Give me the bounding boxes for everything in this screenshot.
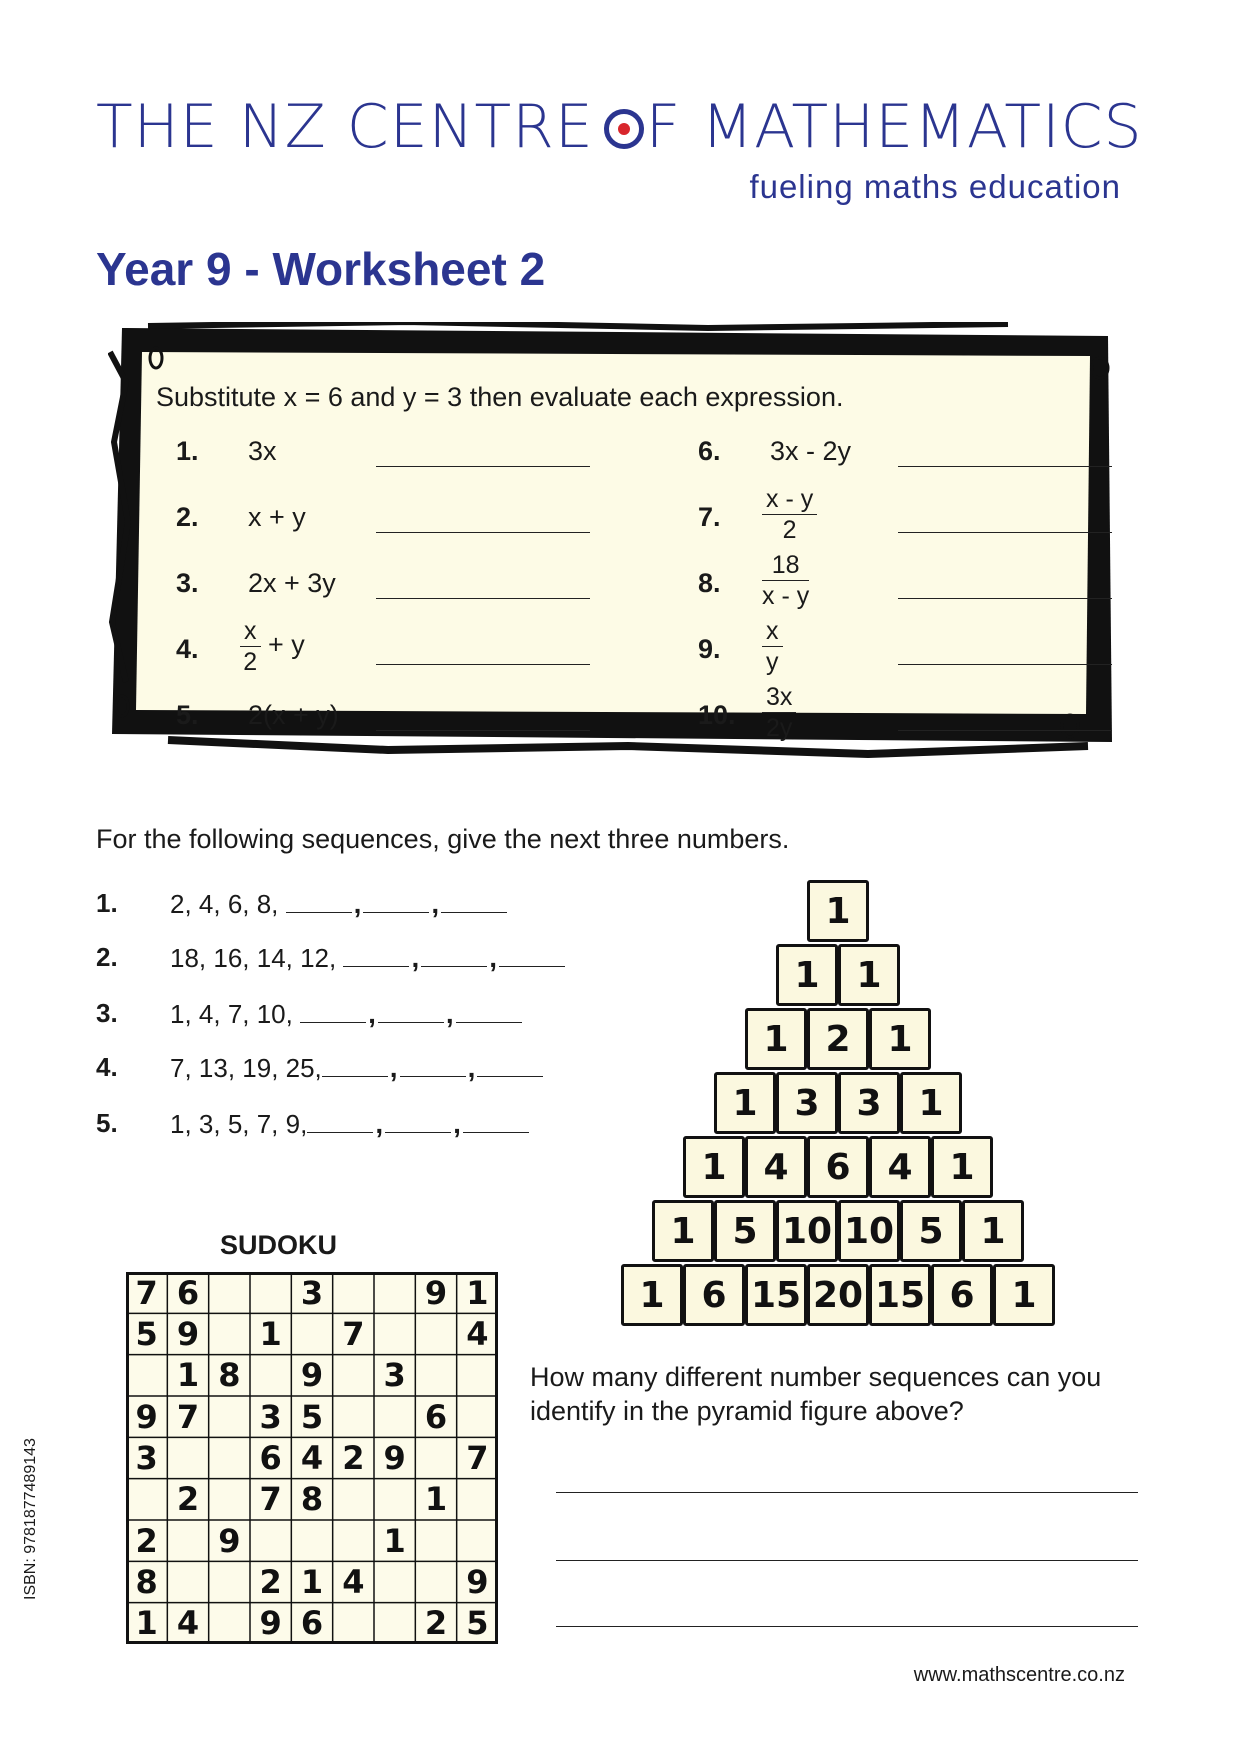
pyramid-brick: 3 (838, 1072, 900, 1134)
sudoku-given-cell: 1 (424, 1480, 448, 1519)
fraction: $\frac{x}{y}$ (762, 616, 783, 677)
sequence-number: 5. (96, 1108, 118, 1138)
sudoku-empty-cell[interactable] (167, 1520, 208, 1561)
pyramid-brick: 1 (931, 1136, 993, 1198)
sudoku-given-cell: 4 (466, 1314, 489, 1353)
sudoku-given-cell: 6 (259, 1438, 282, 1477)
question-expression: 2(x + y) (248, 700, 339, 730)
sudoku-empty-cell[interactable] (457, 1355, 498, 1396)
answer-line[interactable] (898, 598, 1112, 599)
answer-blank[interactable] (343, 946, 409, 967)
pyramid-brick: 10 (838, 1200, 900, 1262)
sudoku-empty-cell[interactable] (333, 1520, 374, 1561)
answer-blank[interactable] (385, 1112, 451, 1133)
pascal-pyramid (600, 880, 1050, 1340)
sudoku-empty-cell[interactable] (415, 1520, 456, 1561)
answer-line[interactable] (898, 466, 1112, 467)
question-expression: 2x + 3y (248, 568, 336, 598)
substitution-instruction: Substitute x = 6 and y = 3 then evaluate each expression. (156, 382, 844, 412)
sudoku-given-cell: 7 (342, 1314, 365, 1353)
question-number: 1. (176, 436, 199, 466)
answer-line[interactable] (898, 664, 1112, 665)
sequence-terms: 18, 16, 14, 12, , , (170, 942, 565, 974)
question-number: 7. (698, 502, 721, 532)
pyramid-brick: 1 (621, 1264, 683, 1326)
sudoku-given-cell: 3 (383, 1356, 406, 1395)
sudoku-given-cell: 3 (300, 1273, 324, 1312)
sudoku-given-cell: 9 (218, 1521, 241, 1560)
sudoku-empty-cell[interactable] (457, 1479, 498, 1520)
sudoku-given-cell: 8 (218, 1356, 241, 1395)
pyramid-brick: 6 (683, 1264, 745, 1326)
sequence-number: 1. (96, 888, 118, 918)
answer-blank[interactable] (441, 892, 507, 913)
question-number: 10. (698, 700, 736, 730)
pyramid-brick: 15 (869, 1264, 931, 1326)
answer-blank[interactable] (307, 1112, 373, 1133)
sudoku-given-cell: 9 (466, 1562, 489, 1601)
sudoku-empty-cell[interactable] (415, 1437, 456, 1478)
question-number: 9. (698, 634, 721, 664)
tagline: fueling maths education (749, 168, 1121, 205)
answer-line[interactable] (376, 598, 590, 599)
answer-blank[interactable] (477, 1056, 543, 1077)
answer-line[interactable] (376, 466, 590, 467)
sequence-terms: 7, 13, 19, 25, , , (170, 1052, 543, 1084)
sudoku-empty-cell[interactable] (415, 1355, 456, 1396)
pyramid-brick: 6 (807, 1136, 869, 1198)
pyramid-brick: 10 (776, 1200, 838, 1262)
pyramid-brick: 1 (807, 880, 869, 942)
sudoku-given-cell: 4 (176, 1604, 200, 1643)
sudoku-given-cell: 6 (300, 1604, 324, 1643)
sudoku-given-cell: 4 (342, 1562, 365, 1601)
question-expression: x + y (248, 502, 306, 532)
sudoku-empty-cell[interactable] (126, 1355, 167, 1396)
website-link[interactable]: www.mathscentre.co.nz (913, 1664, 1125, 1686)
answer-line[interactable] (376, 532, 590, 533)
target-o-icon (604, 109, 644, 149)
fraction: $\frac{x}{2}$ (240, 616, 261, 677)
sudoku-given-cell: 2 (259, 1562, 282, 1601)
sudoku-empty-cell[interactable] (457, 1396, 498, 1437)
sequence-number: 3. (96, 998, 118, 1028)
sudoku-empty-cell[interactable] (333, 1272, 374, 1313)
pyramid-brick: 5 (714, 1200, 776, 1262)
question-expression (762, 682, 796, 743)
answer-line-1[interactable] (556, 1492, 1138, 1493)
pyramid-brick: 1 (683, 1136, 745, 1198)
sudoku-title: SUDOKU (220, 1230, 338, 1260)
question-expression: 3x - 2y (770, 436, 852, 466)
sudoku-given-cell: 5 (466, 1604, 489, 1643)
sudoku-given-cell: 5 (135, 1314, 158, 1353)
sequence-terms: 2, 4, 6, 8, , , (170, 888, 507, 920)
sequences-instruction: For the following sequences, give the next three numbers. (96, 824, 790, 854)
sudoku-empty-cell[interactable] (209, 1479, 250, 1520)
sudoku-empty-cell[interactable] (209, 1603, 250, 1644)
pyramid-brick: 4 (745, 1136, 807, 1198)
sudoku-given-cell: 9 (135, 1397, 158, 1436)
question-expression: 3x (248, 436, 277, 466)
sudoku-given-cell: 2 (135, 1521, 158, 1560)
sudoku-given-cell: 6 (176, 1273, 200, 1312)
answer-blank[interactable] (286, 892, 352, 913)
sudoku-empty-cell[interactable] (457, 1520, 498, 1561)
sudoku-empty-cell[interactable] (126, 1479, 167, 1520)
sudoku-empty-cell[interactable] (167, 1437, 208, 1478)
answer-line[interactable] (898, 532, 1112, 533)
sudoku-given-cell: 4 (300, 1438, 324, 1477)
sudoku-given-cell: 7 (135, 1273, 158, 1312)
sudoku-given-cell: 7 (176, 1397, 200, 1436)
sudoku-empty-cell[interactable] (415, 1313, 456, 1354)
sudoku-grid (126, 1272, 498, 1644)
sudoku-empty-cell[interactable] (250, 1355, 291, 1396)
sudoku-empty-cell[interactable] (333, 1479, 374, 1520)
answer-blank[interactable] (499, 946, 565, 967)
pyramid-brick: 3 (776, 1072, 838, 1134)
sudoku-given-cell: 1 (135, 1604, 158, 1643)
sudoku-given-cell: 9 (383, 1438, 406, 1477)
sudoku-given-cell: 1 (176, 1356, 200, 1395)
sequence-terms: 1, 4, 7, 10, , , (170, 998, 522, 1030)
board-content (138, 348, 1088, 742)
sequence-terms: 1, 3, 5, 7, 9, , , (170, 1108, 529, 1140)
answer-line-2[interactable] (556, 1560, 1138, 1561)
sudoku-given-cell: 9 (176, 1314, 200, 1353)
sudoku-given-cell: 8 (300, 1480, 324, 1519)
pyramid-brick: 1 (652, 1200, 714, 1262)
question-number: 3. (176, 568, 199, 598)
pyramid-brick: 5 (900, 1200, 962, 1262)
question-expression: $\frac{x}{2}$ + y (240, 616, 305, 677)
question-number: 5. (176, 700, 199, 730)
question-number: 6. (698, 436, 721, 466)
sudoku-given-cell: 1 (259, 1314, 282, 1353)
pyramid-brick: 4 (869, 1136, 931, 1198)
pyramid-brick: 1 (776, 944, 838, 1006)
pyramid-brick: 1 (900, 1072, 962, 1134)
answer-line[interactable] (376, 664, 590, 665)
answer-line-3[interactable] (556, 1626, 1138, 1627)
question-expression (762, 616, 783, 677)
sudoku-given-cell: 3 (259, 1397, 282, 1436)
fraction: $\frac{x - y}{2}$ (762, 484, 817, 545)
sudoku-empty-cell[interactable] (209, 1437, 250, 1478)
answer-blank[interactable] (456, 1002, 522, 1023)
brand-text-post: F MATHEMATICS (645, 92, 1143, 162)
question-number: 8. (698, 568, 721, 598)
sudoku-given-cell: 1 (383, 1521, 406, 1560)
answer-blank[interactable] (463, 1112, 529, 1133)
answer-blank[interactable] (378, 1002, 444, 1023)
sudoku-given-cell: 8 (135, 1562, 158, 1601)
sudoku-empty-cell[interactable] (333, 1396, 374, 1437)
pyramid-brick: 1 (714, 1072, 776, 1134)
sudoku-empty-cell[interactable] (209, 1272, 250, 1313)
sudoku-empty-cell[interactable] (209, 1396, 250, 1437)
answer-blank[interactable] (322, 1056, 388, 1077)
sudoku-empty-cell[interactable] (250, 1272, 291, 1313)
substitution-board (108, 322, 1118, 758)
sudoku-empty-cell[interactable] (415, 1561, 456, 1602)
sequence-number: 2. (96, 942, 118, 972)
question-expression (762, 484, 817, 545)
pyramid-brick: 20 (807, 1264, 869, 1326)
sudoku-given-cell: 7 (466, 1438, 489, 1477)
sudoku-empty-cell[interactable] (333, 1603, 374, 1644)
pyramid-brick: 1 (838, 944, 900, 1006)
sudoku-given-cell: 9 (424, 1273, 448, 1312)
sudoku-empty-cell[interactable] (374, 1313, 415, 1354)
sudoku-given-cell: 1 (300, 1562, 324, 1601)
sequence-number: 4. (96, 1052, 118, 1082)
sudoku-given-cell: 1 (466, 1273, 489, 1312)
sudoku-given-cell: 5 (300, 1397, 324, 1436)
sudoku-empty-cell[interactable] (374, 1272, 415, 1313)
sudoku-empty-cell[interactable] (333, 1355, 374, 1396)
answer-line[interactable] (898, 730, 1112, 731)
sudoku-empty-cell[interactable] (209, 1561, 250, 1602)
sudoku-empty-cell[interactable] (291, 1520, 332, 1561)
sudoku-empty-cell[interactable] (291, 1313, 332, 1354)
pyramid-brick: 1 (962, 1200, 1024, 1262)
sudoku-empty-cell[interactable] (374, 1603, 415, 1644)
answer-blank[interactable] (300, 1002, 366, 1023)
sudoku-empty-cell[interactable] (250, 1520, 291, 1561)
pyramid-brick: 1 (993, 1264, 1055, 1326)
fraction: $\frac{18}{x - y}$ (762, 551, 810, 610)
pyramid-brick: 1 (869, 1008, 931, 1070)
sudoku-given-cell: 9 (259, 1604, 282, 1643)
sudoku-empty-cell[interactable] (374, 1561, 415, 1602)
pyramid-brick: 2 (807, 1008, 869, 1070)
pyramid-question: How many different number sequences can you identify in the pyramid figure above? (530, 1362, 1102, 1426)
answer-blank[interactable] (363, 892, 429, 913)
sudoku-given-cell: 2 (176, 1480, 200, 1519)
sudoku-given-cell: 9 (300, 1356, 324, 1395)
sudoku-empty-cell[interactable] (374, 1396, 415, 1437)
brand-text-pre: THE NZ CENTRE (96, 92, 594, 162)
question-number: 2. (176, 502, 199, 532)
fraction: $\frac{3x}{2y}$ (762, 682, 796, 743)
question-number: 4. (176, 634, 199, 664)
sudoku-empty-cell[interactable] (167, 1561, 208, 1602)
question-expression (762, 550, 809, 611)
page-title: Year 9 - Worksheet 2 (96, 243, 546, 295)
sudoku-given-cell: 3 (135, 1438, 158, 1477)
brand-logo (96, 92, 1143, 162)
pyramid-brick: 15 (745, 1264, 807, 1326)
sudoku-given-cell: 6 (424, 1397, 448, 1436)
answer-blank[interactable] (421, 946, 487, 967)
sudoku-given-cell: 7 (259, 1480, 282, 1519)
pyramid-brick: 6 (931, 1264, 993, 1326)
sudoku-empty-cell[interactable] (209, 1313, 250, 1354)
answer-blank[interactable] (400, 1056, 466, 1077)
sudoku-given-cell: 2 (424, 1604, 448, 1643)
pyramid-brick: 1 (745, 1008, 807, 1070)
isbn-label: ISBN: 9781877489143 (22, 1438, 39, 1600)
sudoku-given-cell: 2 (342, 1438, 365, 1477)
answer-line[interactable] (376, 730, 590, 731)
sudoku-empty-cell[interactable] (374, 1479, 415, 1520)
